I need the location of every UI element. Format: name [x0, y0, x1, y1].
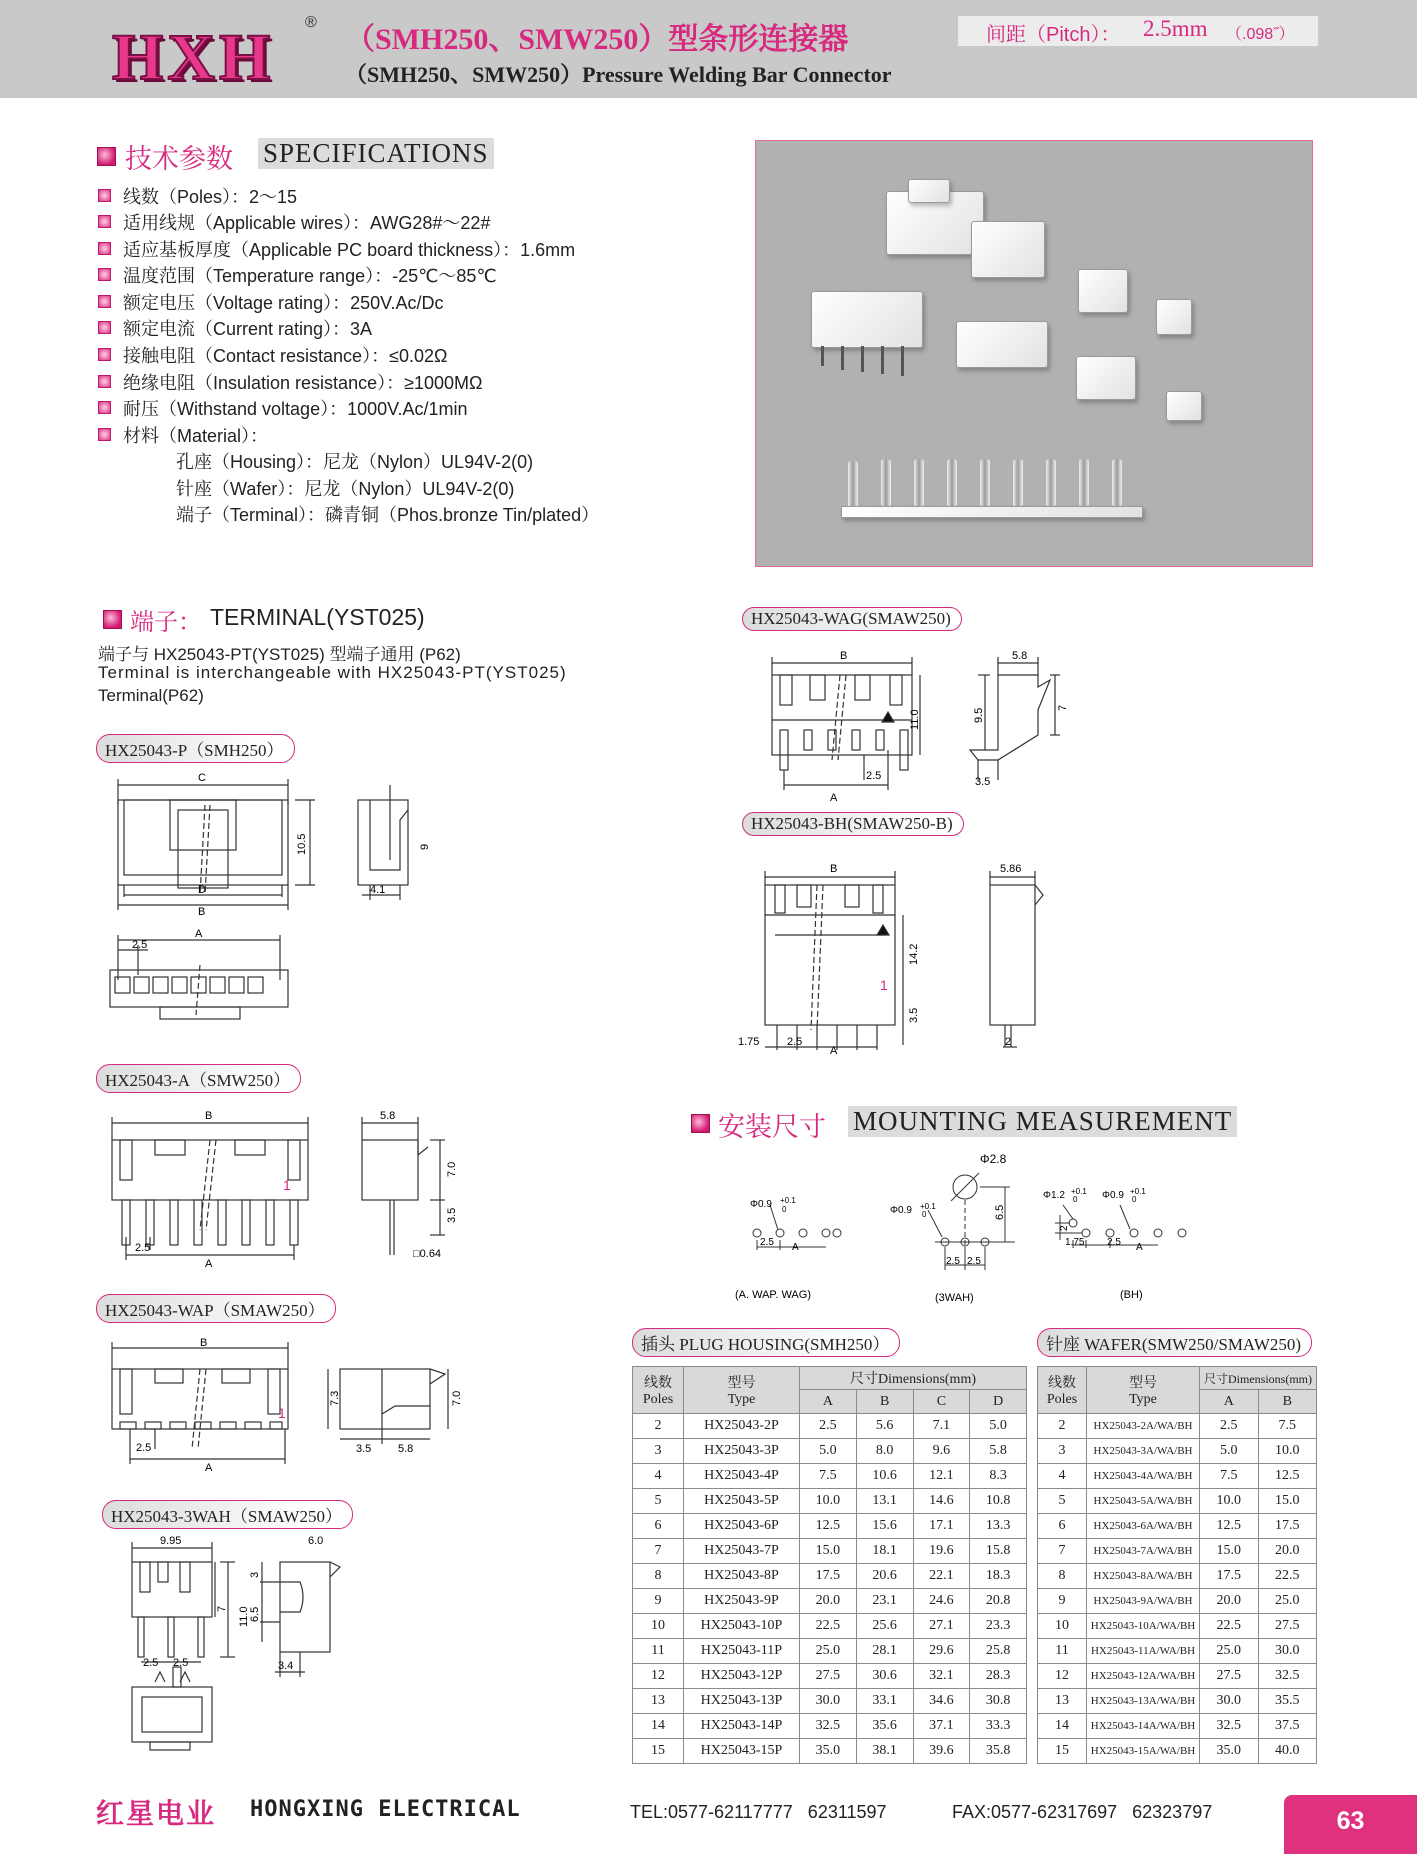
table-row: 14 HX25043-14P 32.5 35.6 37.1 33.3 [633, 1714, 1027, 1739]
tol-plus-1: +0.1 [780, 1196, 796, 1205]
housing-part [1156, 299, 1192, 335]
wafer-part [956, 321, 1048, 368]
dim-h: 14.2 [908, 943, 920, 965]
terminal-part [1046, 459, 1056, 507]
dim-a-1: A [792, 1242, 799, 1253]
offset-1-75: 1.75 [1065, 1237, 1085, 1248]
pitch-2a: 2.5 [946, 1256, 960, 1267]
dim-w2: 2 [1005, 1036, 1012, 1048]
spec-item: 耐压（Withstand voltage）：1000V.Ac/1min [98, 395, 468, 421]
dim-h: 7.0 [446, 1161, 458, 1177]
dim-w: 5.86 [1000, 863, 1022, 875]
dim-v3: 3.4 [278, 1660, 294, 1672]
footer-fax: FAX:0577-62317697 62323797 [952, 1802, 1213, 1822]
header-dimensions: 尺寸Dimensions(mm) [800, 1367, 1027, 1390]
tol-plus-4: +0.1 [1130, 1187, 1146, 1196]
dim-w: 5.8 [380, 1110, 396, 1122]
header-col-c: C [913, 1390, 970, 1414]
table-row: 13 HX25043-13A/WA/BH 30.0 35.5 [1038, 1689, 1317, 1714]
terminal-carrier-strip [841, 506, 1143, 518]
material-wafer: 针座（Wafer）：尼龙（Nylon）UL94V-2(0) [176, 479, 515, 499]
dim-a: A [205, 1462, 213, 1474]
header-type: 型号 Type [684, 1367, 800, 1414]
page-number: 63 [1284, 1795, 1417, 1854]
dim-pin: 3.5 [446, 1207, 458, 1223]
spec-item: 材料（Material）： [98, 422, 268, 448]
mounting-title-en: MOUNTING MEASUREMENT [848, 1106, 1237, 1137]
pitch-box [958, 16, 1318, 46]
terminal-part [848, 461, 858, 509]
wafer-part [1076, 356, 1136, 400]
pin [881, 346, 884, 374]
table-row: 10 HX25043-10P 22.5 25.6 27.1 23.3 [633, 1614, 1027, 1639]
dim-w: 5.8 [1012, 650, 1028, 662]
bullet-icon [98, 348, 111, 361]
hole-dia-1: Φ0.9 [750, 1199, 772, 1210]
table-row: 3 HX25043-3A/WA/BH 5.0 10.0 [1038, 1439, 1317, 1464]
caption-3wah: (3WAH) [935, 1292, 974, 1304]
label-plug-housing: 插头 PLUG HOUSING(SMH250） [632, 1328, 900, 1357]
pin [901, 346, 904, 376]
wafer-part [811, 291, 923, 348]
dim-b: B [198, 906, 206, 918]
spec-item: 额定电流（Current rating）：3A [98, 315, 372, 341]
terminal-part [980, 459, 990, 507]
bullet-icon [98, 401, 111, 414]
dim-a: A [195, 928, 203, 940]
spec-item: 接触电阻（Contact resistance）：≤0.02Ω [98, 342, 447, 368]
bullet-icon [98, 215, 111, 228]
dim-h: 11.0 [909, 709, 921, 730]
drawing-hx25043-wap [100, 1334, 480, 1474]
brand-logo: HXH [112, 21, 275, 94]
spec-item: 适应基板厚度（Applicable PC board thickness）：1.6mm [98, 236, 575, 262]
product-photo [755, 140, 1313, 567]
header-col-b: B [1258, 1390, 1317, 1414]
plug-housing-table [632, 1366, 1027, 1764]
table-row: 15 HX25043-15A/WA/BH 35.0 40.0 [1038, 1739, 1317, 1764]
dim-v1: 3 [249, 1571, 261, 1578]
bullet-icon [98, 375, 111, 388]
tol-zero-3: 0 [1073, 1195, 1078, 1204]
drawing-hx25043-a [100, 1105, 460, 1270]
section-bullet-icon [97, 147, 116, 166]
drawing-hx25043-wag [760, 645, 1090, 804]
housing-part [971, 221, 1045, 278]
dim-h: 7.3 [329, 1390, 341, 1406]
tol-zero-2: 0 [922, 1210, 927, 1219]
table-row: 2 HX25043-2A/WA/BH 2.5 7.5 [1038, 1414, 1317, 1439]
dim-w2: 6.0 [308, 1535, 324, 1547]
dim-w2: 3.5 [975, 776, 991, 788]
table-row: 4 HX25043-4A/WA/BH 7.5 12.5 [1038, 1464, 1317, 1489]
hole-dia-bh: Φ1.2 [1043, 1190, 1065, 1201]
bullet-icon [98, 268, 111, 281]
header-col-b: B [856, 1390, 913, 1414]
table-row: 12 HX25043-12P 27.5 30.6 32.1 28.3 [633, 1664, 1027, 1689]
hole-dia-2: Φ0.9 [890, 1205, 912, 1216]
pin [861, 346, 864, 372]
terminal-title-cn: 端子： [130, 609, 202, 636]
table-row: 5 HX25043-5P 10.0 13.1 14.6 10.8 [633, 1489, 1027, 1514]
label-hx25043-a: HX25043-A（SMW250） [96, 1064, 301, 1093]
dim-v2: 6.5 [249, 1606, 261, 1622]
table-row: 7 HX25043-7P 15.0 18.1 19.6 15.8 [633, 1539, 1027, 1564]
spec-title-en: SPECIFICATIONS [258, 138, 494, 169]
spec-item: 绝缘电阻（Insulation resistance）：≥1000MΩ [98, 369, 482, 395]
header-dimensions: 尺寸Dimensions(mm) [1200, 1367, 1317, 1390]
dim-2: 2 [1059, 1225, 1070, 1231]
dim-pitch: 2.5 [866, 770, 882, 782]
wafer-part [1166, 391, 1202, 421]
table-row: 8 HX25043-8P 17.5 20.6 22.1 18.3 [633, 1564, 1027, 1589]
terminal-part [1013, 459, 1023, 507]
table-row: 11 HX25043-11A/WA/BH 25.0 30.0 [1038, 1639, 1317, 1664]
footer-brand-en: HONGXING ELECTRICAL [250, 1797, 521, 1822]
dim-b: B [830, 863, 838, 875]
pitch-1: 2.5 [760, 1237, 774, 1248]
dim-w: 9.95 [160, 1535, 182, 1547]
terminal-part [914, 459, 924, 507]
dim-b: B [200, 1337, 208, 1349]
dim-a-3: A [1136, 1242, 1143, 1253]
dim-h3: 7 [1057, 704, 1069, 711]
tol-zero-1: 0 [782, 1205, 787, 1214]
terminal-part [1112, 459, 1122, 507]
table-row: 13 HX25043-13P 30.0 33.1 34.6 30.8 [633, 1689, 1027, 1714]
footer-brand-cn: 红星电业 [96, 1798, 217, 1829]
terminal-title-en: TERMINAL(YST025) [210, 604, 425, 630]
table-row: 2 HX25043-2P 2.5 5.6 7.1 5.0 [633, 1414, 1027, 1439]
dim-a: A [830, 1045, 838, 1057]
mounting-diagram [730, 1145, 1210, 1305]
section-bullet-icon [691, 1114, 710, 1133]
table-row: 9 HX25043-9A/WA/BH 20.0 25.0 [1038, 1589, 1317, 1614]
spec-item: 适用线规（Applicable wires）：AWG28#～22# [98, 209, 490, 235]
terminal-part [1079, 459, 1089, 507]
tol-zero-4: 0 [1132, 1195, 1137, 1204]
big-hole-dia: Φ2.8 [980, 1152, 1007, 1166]
label-hx25043-bh: HX25043-BH(SMAW250-B) [742, 812, 964, 836]
table-row: 7 HX25043-7A/WA/BH 15.0 20.0 [1038, 1539, 1317, 1564]
housing-latch [908, 179, 950, 203]
dim-sq: □0.64 [413, 1248, 442, 1260]
spec-item: 额定电压（Voltage rating）：250V.Ac/Dc [98, 289, 443, 315]
tol-plus-3: +0.1 [1071, 1187, 1087, 1196]
mounting-title-cn: 安装尺寸 [718, 1112, 826, 1142]
pitch-3: 2.5 [1107, 1237, 1121, 1248]
table-row: 9 HX25043-9P 20.0 23.1 24.6 20.8 [633, 1589, 1027, 1614]
table-row: 10 HX25043-10A/WA/BH 22.5 27.5 [1038, 1614, 1317, 1639]
header-col-a: A [1200, 1390, 1259, 1414]
header-poles: 线数 Poles [633, 1367, 684, 1414]
dim-b: B [840, 650, 848, 662]
spec-item: 线数（Poles）：2～15 [98, 183, 297, 209]
dim-pitch: 2.5 [136, 1442, 152, 1454]
pitch-2b: 2.5 [967, 1256, 981, 1267]
pitch-label: 间距（Pitch）： [986, 24, 1121, 46]
dim-6-5: 6.5 [994, 1204, 1006, 1220]
label-wafer: 针座 WAFER(SMW250/SMAW250) [1037, 1328, 1312, 1357]
housing-part [1078, 269, 1128, 313]
bullet-icon [98, 242, 111, 255]
page-header [0, 0, 1417, 98]
pin [841, 346, 844, 370]
label-hx25043-3wah: HX25043-3WAH（SMAW250） [102, 1500, 353, 1529]
table-row: 14 HX25043-14A/WA/BH 32.5 37.5 [1038, 1714, 1317, 1739]
dim-h: 10.5 [296, 833, 308, 855]
registered-mark: ® [305, 14, 317, 31]
table-row: 6 HX25043-6P 12.5 15.6 17.1 13.3 [633, 1514, 1027, 1539]
dim-h2: 9 [419, 843, 431, 850]
label-hx25043-wag: HX25043-WAG(SMAW250) [742, 607, 962, 631]
header-type: 型号 Type [1087, 1367, 1200, 1414]
pin-one-mark: 1 [880, 977, 888, 993]
dim-w1: 3.5 [356, 1443, 372, 1455]
dim-pitch: 2.5 [135, 1242, 151, 1254]
dim-offset: 1.75 [738, 1036, 760, 1048]
label-hx25043-wap: HX25043-WAP（SMAW250） [96, 1294, 336, 1323]
dim-w2: 5.8 [398, 1443, 414, 1455]
dim-pin: 3.5 [908, 1007, 920, 1023]
title-chinese: （SMH250、SMW250）型条形连接器 [345, 23, 849, 56]
dim-h2: 9.5 [973, 707, 985, 723]
pitch-value: 2.5mm [1143, 16, 1208, 41]
spec-item: 温度范围（Temperature range）：-25℃～85℃ [98, 262, 497, 288]
dim-pitch: 2.5 [787, 1036, 803, 1048]
table-row: 5 HX25043-5A/WA/BH 10.0 15.0 [1038, 1489, 1317, 1514]
dim-w: 4.1 [370, 884, 386, 896]
table-row: 4 HX25043-4P 7.5 10.6 12.1 8.3 [633, 1464, 1027, 1489]
footer-telephone: TEL:0577-62117777 62311597 [630, 1802, 887, 1822]
bullet-icon [98, 321, 111, 334]
table-row: 8 HX25043-8A/WA/BH 17.5 22.5 [1038, 1564, 1317, 1589]
dim-h2: 7 [216, 1605, 228, 1612]
material-terminal: 端子（Terminal）：磷青铜（Phos.bronze Tin/plated） [176, 505, 600, 525]
hole-dia-3: Φ0.9 [1102, 1190, 1124, 1201]
label-hx25043-p: HX25043-P（SMH250） [96, 734, 295, 763]
drawing-hx25043-p [100, 765, 431, 1065]
dim-c: C [198, 772, 206, 784]
tol-plus-2: +0.1 [920, 1202, 936, 1211]
dim-a: A [205, 1258, 213, 1270]
spec-title-cn: 技术参数 [125, 144, 233, 174]
dim-d: D [198, 884, 206, 896]
drawing-hx25043-3wah [110, 1532, 420, 1767]
dim-h2: 7.0 [451, 1390, 463, 1406]
terminal-note-2: Terminal is interchangeable with HX25043-PT(YST025) [98, 663, 567, 682]
terminal-part [947, 459, 957, 507]
header-col-a: A [800, 1390, 857, 1414]
table-row: 6 HX25043-6A/WA/BH 12.5 17.5 [1038, 1514, 1317, 1539]
title-english: （SMH250、SMW250）Pressure Welding Bar Connector [345, 62, 892, 87]
wafer-table [1037, 1366, 1317, 1764]
caption-bh: (BH) [1120, 1289, 1143, 1301]
pin [821, 346, 824, 366]
terminal-part [881, 459, 891, 507]
header-poles: 线数 Poles [1038, 1367, 1087, 1414]
dim-h: 11.0 [238, 1606, 250, 1627]
dim-pitch: 2.5 [132, 939, 148, 951]
pin-one-mark: 1 [283, 1177, 291, 1193]
bullet-icon [98, 189, 111, 202]
pitch-inch: （.098˝） [1226, 26, 1295, 43]
caption-a-wap-wag: (A. WAP. WAG) [735, 1289, 811, 1301]
table-row: 15 HX25043-15P 35.0 38.1 39.6 35.8 [633, 1739, 1027, 1764]
header-col-d: D [970, 1390, 1027, 1414]
terminal-note-1: 端子与 HX25043-PT(YST025) 型端子通用 (P62) [98, 645, 461, 664]
bullet-icon [98, 295, 111, 308]
drawing-hx25043-bh [735, 855, 1065, 1060]
dim-p1: 2.5 [143, 1657, 159, 1669]
dim-a: A [830, 792, 838, 804]
table-row: 12 HX25043-12A/WA/BH 27.5 32.5 [1038, 1664, 1317, 1689]
pin-one-mark: 1 [278, 1405, 286, 1421]
table-row: 3 HX25043-3P 5.0 8.0 9.6 5.8 [633, 1439, 1027, 1464]
material-housing: 孔座（Housing）：尼龙（Nylon）UL94V-2(0) [176, 452, 534, 472]
dim-p2: 2.5 [173, 1657, 189, 1669]
bullet-icon [98, 428, 111, 441]
table-row: 11 HX25043-11P 25.0 28.1 29.6 25.8 [633, 1639, 1027, 1664]
section-bullet-icon [103, 610, 122, 629]
terminal-note-3: Terminal(P62) [98, 686, 204, 705]
dim-b: B [205, 1110, 213, 1122]
